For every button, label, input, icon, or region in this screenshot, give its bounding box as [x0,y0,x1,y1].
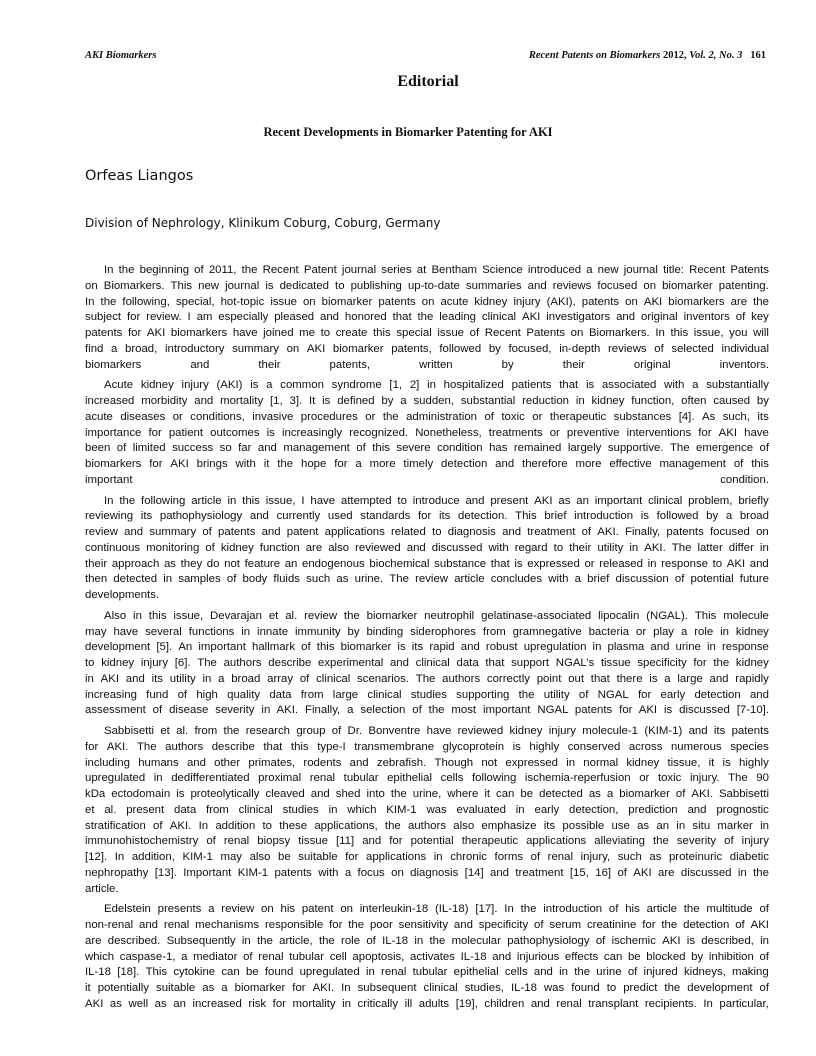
text-line: for AKI. The authors describe that this type-I transmembrane glycoprotein is highly conserved across numerous species [85,740,769,753]
text-line: IL-18 [18]. This cytokine can be found upregulated in renal tubular epithelial cells and in the urine of injured kidneys, making [85,966,769,979]
article-body [85,263,769,1018]
text-line: article. [85,882,119,895]
text-line: AKI as well as an increased risk for mortality in critically ill adults [19], children and renal transplant recipients. In particular, [85,997,769,1010]
paragraph [85,609,769,719]
text-line: In the following, special, hot-topic issue on biomarker patents on acute kidney injury (AKI), patents on AKI biomarkers are the [85,295,769,308]
text-line: review and summary of patents and patent applications related to diagnosis and treatment of AKI. Finally, patents focused on [85,526,769,538]
running-head-left: AKI Biomarkers [85,50,157,61]
text-line: development [5]. An important hallmark of this biomarker is its rapid and robust upregulation in plasma and urine in response [85,641,769,654]
text-line: non-renal and renal mechanisms responsible for the poor sensitivity and specificity of serum creatinine for the detection of AKI [85,919,769,931]
text-line: assessment of disease severity in AKI. Finally, a selection of the most important NGAL patents for AKI is discussed [7-10]. [85,704,769,717]
text-line: Also in this issue, Devarajan et al. review the biomarker neutrophil gelatinase-associated lipocalin (NGAL). This molecule [104,609,769,622]
text-line: in AKI and its utility in a broad array of clinical scenarios. The authors correctly point out that there is a large and rapidly [85,672,769,685]
text-line: immunohistochemistry of renal biopsy tissue [11] and for potential therapeutic applications alleviating the severity of injury [85,835,769,848]
text-line: find a broad, introductory summary on AKI biomarker patents, followed by focused, in-depth reviews of selected individual [85,342,769,355]
paragraph [85,902,769,1012]
text-line: biomarkers and their patents, written by their original inventors. [85,358,769,371]
text-line: Sabbisetti et al. from the research group of Dr. Bonventre have reviewed kidney injury molecule-1 (KIM-1) and its patents [104,725,769,737]
text-line: important condition. [85,473,769,486]
text-line: kDa ectodomain is proteolytically cleaved and shed into the urine, where it can be detected as a biomarker of AKI. Sabbisetti [85,788,769,800]
text-line: [12]. In addition, KIM-1 may also be suitable for applications in chronic forms of renal injury, such as proteinuric diabetic [85,851,769,863]
journal-name: Recent Patents on Biomarkers [528,50,661,61]
text-line: upregulated in dedifferentiated proximal renal tubular epithelial cells following ischemia-reperfusion or toxic injury. The 90 [85,772,769,785]
text-line: acute diseases or conditions, invasive procedures or the administration of toxic or therapeutic substances [4]. As such, its [85,410,769,423]
author-affiliation: Division of Nephrology, Klinikum Coburg, Coburg, Germany [85,216,441,230]
page-number: 161 [750,50,766,61]
section-label: Editorial [397,73,459,90]
text-line: then detected in samples of body fluids such as urine. The review article concludes with a brief discussion of potential future [85,573,769,586]
text-line: patents for AKI biomarkers have joined me to create this special issue of Recent Patents on Biomarkers. In this issue, you will [85,327,769,339]
text-line: nephropathy [13]. Important KIM-1 patents with a focus on diagnosis [14] and treatment [15, 16] of AKI are discussed in the [85,866,769,879]
paragraph [85,263,769,373]
text-line: importance for patient outcomes is increasingly recognized. Nonetheless, treatments or preventive interventions for AKI have [85,426,769,439]
text-line: et al. present data from clinical studies in which KIM-1 was evaluated in early detection, prediction and prognostic [85,803,769,816]
text-line: to kidney injury [6]. The authors describe experimental and clinical data that support NGAL’s tissue specificity for the kidney [85,657,769,669]
text-line: biomarkers for AKI brings with it the hope for a more timely detection and therefore more effective management of this [85,458,769,470]
text-line: reviewing its pathophysiology and currently used standards for its detection. This brief introduction is followed by a broad [85,510,769,523]
text-line: their approach as they do not feature an endogenous biochemical substance that is expressed or released in response to AKI and [85,557,769,570]
text-line: which caspase-1, a mediator of renal tubular cell apoptosis, activates IL-18 and injurious effects can be blocked by inhibition of [85,950,769,963]
text-line: stratification of AKI. In addition to these applications, the authors also emphasize its possible use as an in situ marker in [85,819,769,832]
text-line: continuous monitoring of kidney function are also reviewed and discussed with regard to their utility in AKI. The latter differ in [85,541,769,554]
paragraph [85,494,769,604]
text-line: including humans and other primates, rodents and zebrafish. Though not expressed in normal kidney tissue, it is highly [85,756,769,769]
text-line: Acute kidney injury (AKI) is a common syndrome [1, 2] in hospitalized patients that is associated with a substantially [104,379,769,392]
text-line: it potentially suitable as a biomarker for AKI. In subsequent clinical studies, IL-18 was found to predict the development of [85,982,769,994]
text-line: In the beginning of 2011, the Recent Patent journal series at Bentham Science introduced a new journal title: Recent Patents [104,264,769,276]
text-line: may have several functions in innate immunity by binding siderophores from gramnegative bacteria or play a role in kidney [85,625,769,638]
author-name: Orfeas Liangos [85,168,194,184]
text-line: subject for review. I am especially pleased and honored that the leading clinical AKI investigators and original inventors of key [85,311,769,324]
text-line: been of limited success so far and management of this severe condition has remained largely supportive. The emergence of [85,442,769,455]
text-line: In the following article in this issue, I have attempted to introduce and present AKI as an important clinical problem, briefly [104,494,769,507]
text-line: Edelstein presents a review on his patent on interleukin-18 (IL-18) [17]. In the introduction of his article the multitude of [104,903,769,916]
article-title: Recent Developments in Biomarker Patenting for AKI [263,125,553,139]
running-head-right [529,50,766,61]
paragraph [85,724,769,897]
volume-issue: Vol. 2, No. 3 [689,50,743,61]
text-line: increasing fund of high quality data from large clinical studies supporting the utility of NGAL for early detection and [85,688,769,701]
text-line: on Biomarkers. This new journal is dedicated to publishing up-to-date summaries and reviews focused on biomarker patenting. [85,279,769,292]
paragraph [85,378,769,488]
text-line: developments. [85,589,160,601]
text-line: are described. Subsequently in the article, the role of IL-18 in the molecular pathophysiology of ischemic AKI is described, in [85,934,769,947]
journal-year: 2012, [663,50,687,61]
text-line: increased morbidity and mortality [1, 3]. It is defined by a sudden, substantial reduction in kidney function, often caused by [85,395,769,407]
